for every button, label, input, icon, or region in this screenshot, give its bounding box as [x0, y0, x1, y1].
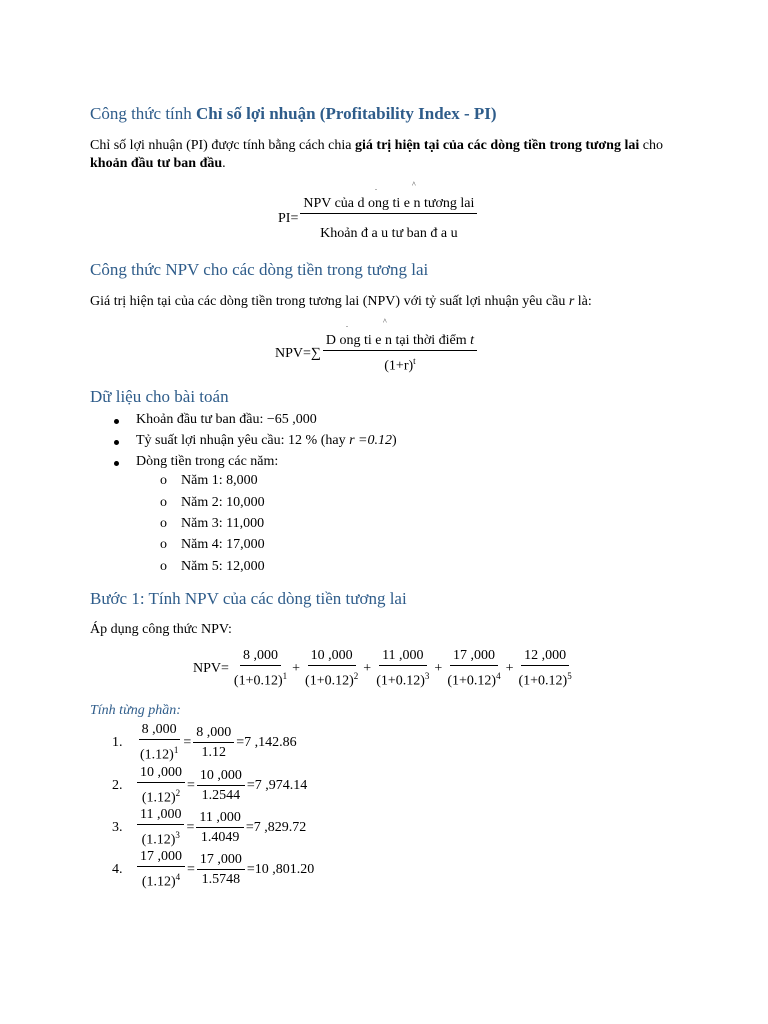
step1-term: [373, 648, 432, 690]
step1-term: [444, 648, 503, 690]
pi-formula-denominator: Khoản đ a u tư ban đ a u: [320, 226, 458, 241]
calc-fraction-2: [197, 852, 245, 888]
calc-den-base: (1.12): [141, 790, 176, 806]
calc-den-exp: 2: [175, 788, 181, 798]
npv-formula-fraction: [323, 333, 477, 375]
calc-fraction-1: [137, 722, 181, 764]
calc-fraction-2: [193, 725, 234, 761]
term-den-base: (1+0.12): [305, 673, 354, 689]
npv-heading: Công thức NPV cho các dòng tiền trong tương lai: [90, 260, 429, 279]
calc-denominator: 1.12: [201, 744, 226, 760]
year-value: Năm 2: 10,000: [181, 495, 265, 510]
step1-formula-lhs: NPV=: [193, 660, 229, 676]
step1-npv-formula: [192, 648, 576, 690]
step1-heading: Bước 1: Tính NPV của các dòng tiền tương lai: [90, 589, 407, 608]
bullet-icon: [114, 419, 119, 424]
calc-fraction-2: [197, 768, 245, 804]
calc-denominator: [139, 783, 183, 807]
term-numerator: 17 ,000: [450, 648, 498, 666]
circle-bullet-icon: o: [160, 495, 167, 510]
calc-index: 3.: [112, 819, 123, 835]
calc-fraction-1: [137, 765, 185, 807]
term-den-base: (1+0.12): [447, 673, 497, 689]
calc-den-exp: 1: [173, 745, 179, 755]
equals-sign: =: [186, 819, 195, 835]
bullet-icon: [114, 461, 119, 466]
calc-den-base: (1.12): [140, 747, 174, 763]
npv-num-text: D ong ti e n tại thời điểm: [325, 333, 471, 348]
pi-formula-lhs: PI=: [278, 211, 299, 226]
circle-bullet-icon: o: [160, 559, 167, 574]
list-item: [90, 433, 397, 449]
bullet-icon: [114, 440, 119, 445]
bullet-close: ): [392, 433, 397, 448]
pi-formula-fraction: [300, 196, 477, 242]
list-item-year: [90, 473, 258, 489]
calc-result: =10 ,801.20: [246, 861, 315, 877]
calc-den-base: (1.12): [141, 832, 176, 848]
term-den-exp: 2: [353, 671, 359, 681]
calc-index: 4.: [112, 861, 123, 877]
step1-term: [231, 648, 290, 690]
calc-numerator: 17 ,000: [197, 852, 245, 870]
npv-desc-suffix: là:: [574, 294, 592, 309]
term-den-base: (1+0.12): [518, 673, 568, 689]
year-value: Năm 5: 12,000: [181, 559, 265, 574]
calc-numerator: 11 ,000: [196, 810, 243, 828]
calc-numerator: 8 ,000: [193, 725, 234, 743]
term-denominator: [373, 666, 432, 690]
npv-description: [90, 293, 592, 311]
year-value: Năm 4: 17,000: [181, 537, 265, 552]
plus-sign: +: [292, 660, 301, 676]
pi-heading-prefix: Công thức tính: [90, 104, 197, 123]
calc-index: 2.: [112, 777, 123, 793]
term-numerator: 11 ,000: [379, 648, 426, 666]
npv-den-exp: t: [413, 356, 416, 366]
term-denominator: [444, 666, 503, 690]
calc-denominator: 1.4049: [200, 829, 240, 845]
bullet-extra: (hay: [317, 433, 350, 448]
term-den-base: (1+0.12): [376, 673, 425, 689]
bullet-value: 12 %: [288, 433, 318, 448]
calc-numerator: 11 ,000: [137, 807, 184, 825]
list-item-year: [90, 559, 265, 575]
pi-desc-text-1: Chỉ số lợi nhuận (PI) được tính bằng cách chia: [90, 138, 356, 153]
term-numerator: 10 ,000: [308, 648, 356, 666]
term-denominator: [302, 666, 361, 690]
bullet-label: Tỷ suất lợi nhuận yêu cầu:: [136, 433, 289, 448]
bullet-value: −65 ,000: [266, 412, 317, 427]
term-den-exp: 5: [567, 671, 572, 681]
term-den-exp: 1: [282, 671, 288, 681]
calc-denominator: 1.2544: [201, 787, 241, 803]
calc-den-exp: 4: [175, 872, 181, 882]
npv-formula-lhs: NPV=∑: [275, 345, 321, 361]
term-den-base: (1+0.12): [233, 673, 283, 689]
plus-sign: +: [505, 660, 514, 676]
calc-row: [112, 849, 315, 891]
calc-den-exp: 3: [175, 830, 180, 840]
circle-bullet-icon: o: [160, 473, 167, 488]
calc-denominator: [139, 867, 183, 891]
calc-numerator: 8 ,000: [139, 722, 180, 740]
calc-denominator: [137, 740, 181, 764]
term-den-exp: 3: [424, 671, 430, 681]
list-item: [90, 412, 317, 428]
pi-desc-text-3: .: [222, 156, 226, 171]
calc-denominator: 1.5748: [201, 871, 241, 887]
bullet-label: Dòng tiền trong các năm:: [136, 454, 279, 469]
calc-numerator: 17 ,000: [137, 849, 185, 867]
term-den-exp: 4: [496, 671, 501, 681]
calc-row: [112, 722, 298, 764]
step1-subheading: Tính từng phần:: [90, 703, 181, 718]
calc-numerator: 10 ,000: [137, 765, 185, 783]
term-denominator: [231, 666, 290, 690]
data-heading: Dữ liệu cho bài toán: [90, 387, 229, 406]
pi-formula: [277, 196, 478, 242]
calc-result: =7 ,829.72: [245, 819, 307, 835]
accent-mark: ^: [412, 180, 416, 189]
accent-mark: ^: [383, 317, 387, 326]
year-value: Năm 1: 8,000: [181, 473, 258, 488]
calc-row: [112, 765, 308, 807]
calc-result: =7 ,974.14: [246, 777, 308, 793]
npv-desc-text: Giá trị hiện tại của các dòng tiền trong tương lai (NPV) với tỷ suất lợi nhuận yêu cầu: [90, 294, 569, 309]
step1-term: [515, 648, 574, 690]
equals-sign: =: [187, 861, 195, 877]
calc-den-base: (1.12): [141, 874, 176, 890]
term-denominator: [515, 666, 574, 690]
equals-sign: =: [187, 777, 195, 793]
npv-formula-denominator: [381, 351, 418, 375]
term-numerator: 12 ,000: [521, 648, 569, 666]
plus-sign: +: [434, 660, 443, 676]
pi-desc-bold-1: giá trị hiện tại của các dòng tiền trong tương lai: [355, 138, 640, 153]
pi-heading-bold: Chỉ số lợi nhuận (Profitability Index - PI): [196, 104, 497, 123]
step1-term: [302, 648, 361, 690]
step1-description: Áp dụng công thức NPV:: [90, 622, 232, 637]
calc-row: [112, 807, 307, 849]
npv-den-text: (1+r): [384, 358, 414, 374]
calc-fraction-1: [137, 807, 184, 849]
npv-num-var: t: [470, 333, 475, 348]
bullet-label: Khoản đầu tư ban đầu:: [136, 412, 267, 427]
circle-bullet-icon: o: [160, 516, 167, 531]
accent-mark: .: [375, 183, 377, 192]
calc-numerator: 10 ,000: [197, 768, 245, 786]
list-item-year: [90, 537, 265, 553]
pi-description: [90, 137, 680, 173]
list-item-year: [90, 495, 265, 511]
accent-mark: .: [346, 320, 348, 329]
pi-heading: [90, 104, 497, 124]
pi-formula-numerator: NPV của d ong ti e n tương lai: [300, 196, 477, 214]
list-item: [90, 454, 278, 470]
bullet-expr: r =0.12: [349, 433, 392, 448]
calc-denominator: [139, 825, 183, 849]
term-numerator: 8 ,000: [240, 648, 281, 666]
calc-fraction-1: [137, 849, 185, 891]
plus-sign: +: [363, 660, 372, 676]
npv-desc-var: r: [568, 294, 575, 309]
pi-desc-bold-2: khoản đầu tư ban đầu: [90, 156, 223, 171]
calc-index: 1.: [112, 734, 123, 750]
equals-sign: =: [183, 734, 192, 750]
pi-desc-text-2: cho: [639, 138, 663, 153]
npv-formula-numerator: [323, 333, 477, 351]
year-value: Năm 3: 11,000: [181, 516, 265, 531]
circle-bullet-icon: o: [160, 537, 167, 552]
calc-result: =7 ,142.86: [236, 734, 297, 750]
calc-fraction-2: [196, 810, 243, 846]
npv-formula: [274, 333, 478, 375]
list-item-year: [90, 516, 264, 532]
